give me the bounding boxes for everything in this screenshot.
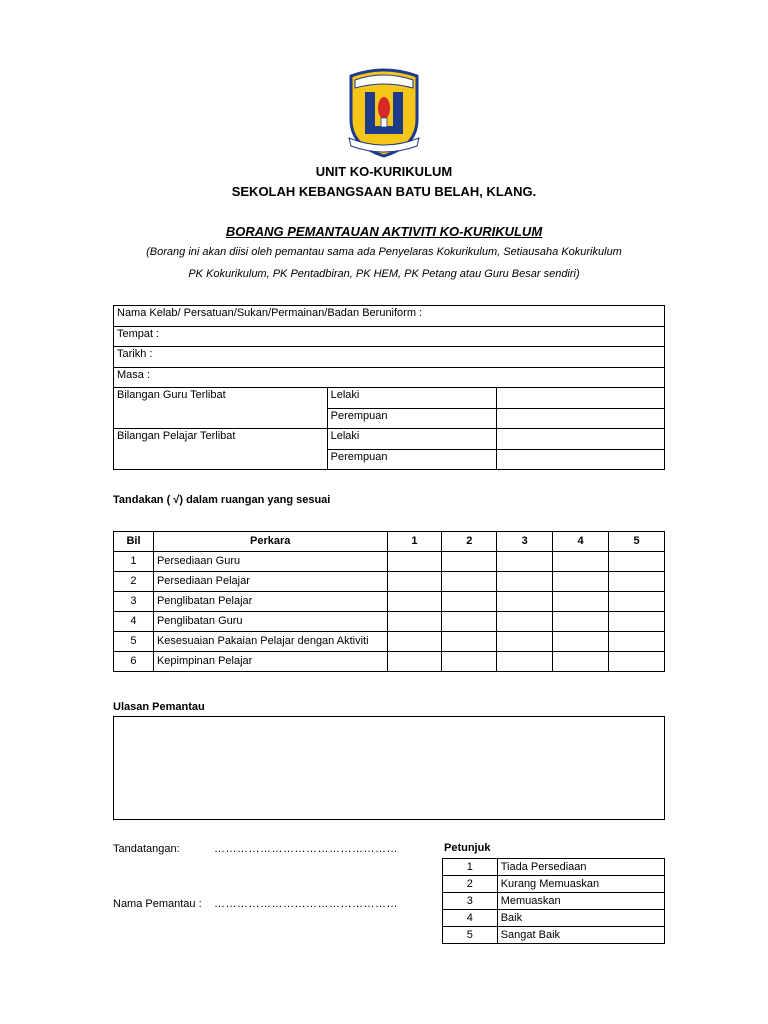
legend-label: Tiada Persediaan [497,859,664,876]
score-cell[interactable] [387,632,442,652]
pelajar-perempuan-label: Perempuan [327,449,497,470]
score-cell[interactable] [553,572,609,592]
kelab-field[interactable]: Nama Kelab/ Persatuan/Sukan/Permainan/Badan Beruniform : [114,306,665,327]
score-cell[interactable] [553,632,609,652]
score-cell[interactable] [609,652,665,672]
guru-perempuan-label: Perempuan [327,408,497,429]
tempat-field[interactable]: Tempat : [114,326,665,347]
score-cell[interactable] [442,572,497,592]
score-cell[interactable] [553,552,609,572]
score-cell[interactable] [387,612,442,632]
form-title: BORANG PEMANTAUAN AKTIVITI KO-KURIKULUM [225,224,543,239]
legend-label: Baik [497,910,664,927]
score-cell[interactable] [442,592,497,612]
score-cell[interactable] [609,632,665,652]
pelajar-count-label: Bilangan Pelajar Terlibat [114,429,328,470]
row-perkara: Kepimpinan Pelajar [153,652,387,672]
row-perkara: Penglibatan Guru [153,612,387,632]
table-row [114,632,665,652]
masa-field[interactable]: Masa : [114,367,665,388]
score-cell[interactable] [497,652,553,672]
legend-number: 5 [443,927,498,944]
rating-instruction: Tandakan ( √) dalam ruangan yang sesuai [113,494,331,506]
activity-info-table [113,305,665,470]
petunjuk-table [442,858,665,944]
score-cell[interactable] [553,652,609,672]
score-cell[interactable] [387,592,442,612]
header-score-5: 5 [609,532,665,552]
unit-title: UNIT KO-KURIKULUM [315,164,453,179]
legend-number: 4 [443,910,498,927]
table-row [114,612,665,632]
row-bil: 1 [114,552,154,572]
legend-label: Sangat Baik [497,927,664,944]
score-cell[interactable] [497,632,553,652]
score-cell[interactable] [387,572,442,592]
row-bil: 6 [114,652,154,672]
score-cell[interactable] [442,612,497,632]
header-bil: Bil [114,532,154,552]
score-cell[interactable] [387,552,442,572]
list-item [443,859,665,876]
row-bil: 5 [114,632,154,652]
score-cell[interactable] [609,552,665,572]
header-score-3: 3 [497,532,553,552]
score-cell[interactable] [442,632,497,652]
score-cell[interactable] [609,572,665,592]
legend-number: 2 [443,876,498,893]
table-row [114,572,665,592]
pelajar-perempuan-field[interactable] [497,449,665,470]
score-cell[interactable] [497,572,553,592]
tarikh-field[interactable]: Tarikh : [114,347,665,368]
school-crest-icon [345,68,423,160]
pelajar-lelaki-label: Lelaki [327,429,497,450]
header-perkara: Perkara [153,532,387,552]
header-score-1: 1 [387,532,442,552]
score-cell[interactable] [497,552,553,572]
row-perkara: Persediaan Pelajar [153,572,387,592]
tandatangan-line[interactable]: ………………………………………… [214,843,398,855]
legend-label: Kurang Memuaskan [497,876,664,893]
tandatangan-label: Tandatangan: [113,843,180,855]
guru-lelaki-label: Lelaki [327,388,497,409]
guru-count-label: Bilangan Guru Terlibat [114,388,328,429]
header-score-2: 2 [442,532,497,552]
score-cell[interactable] [442,552,497,572]
score-cell[interactable] [609,612,665,632]
row-perkara: Penglibatan Pelajar [153,592,387,612]
school-name: SEKOLAH KEBANGSAAN BATU BELAH, KLANG. [231,184,537,199]
score-cell[interactable] [497,612,553,632]
guru-lelaki-field[interactable] [497,388,665,409]
row-perkara: Kesesuaian Pakaian Pelajar dengan Aktiviti [153,632,387,652]
nama-pemantau-line[interactable]: ………………………………………… [214,898,398,910]
table-row [114,592,665,612]
table-row [114,652,665,672]
score-cell[interactable] [553,592,609,612]
form-note-line-2: PK Kokurikulum, PK Pentadbiran, PK HEM, PK Petang atau Guru Besar sendiri) [188,268,580,280]
ulasan-label: Ulasan Pemantau [113,701,205,713]
score-cell[interactable] [553,612,609,632]
list-item [443,910,665,927]
row-bil: 4 [114,612,154,632]
score-cell[interactable] [609,592,665,612]
list-item [443,876,665,893]
row-perkara: Persediaan Guru [153,552,387,572]
score-cell[interactable] [497,592,553,612]
row-bil: 3 [114,592,154,612]
guru-perempuan-field[interactable] [497,408,665,429]
score-cell[interactable] [442,652,497,672]
form-note-line-1: (Borang ini akan diisi oleh pemantau sama ada Penyelaras Kokurikulum, Setiausaha Kokurikulum [146,246,622,258]
nama-pemantau-label: Nama Pemantau : [113,898,202,910]
list-item [443,893,665,910]
table-row [114,552,665,572]
pelajar-lelaki-field[interactable] [497,429,665,450]
score-cell[interactable] [387,652,442,672]
legend-number: 1 [443,859,498,876]
row-bil: 2 [114,572,154,592]
legend-number: 3 [443,893,498,910]
ulasan-textarea[interactable] [113,716,665,820]
list-item [443,927,665,944]
petunjuk-title: Petunjuk [444,842,491,854]
header-score-4: 4 [553,532,609,552]
rating-table [113,531,665,672]
legend-label: Memuaskan [497,893,664,910]
